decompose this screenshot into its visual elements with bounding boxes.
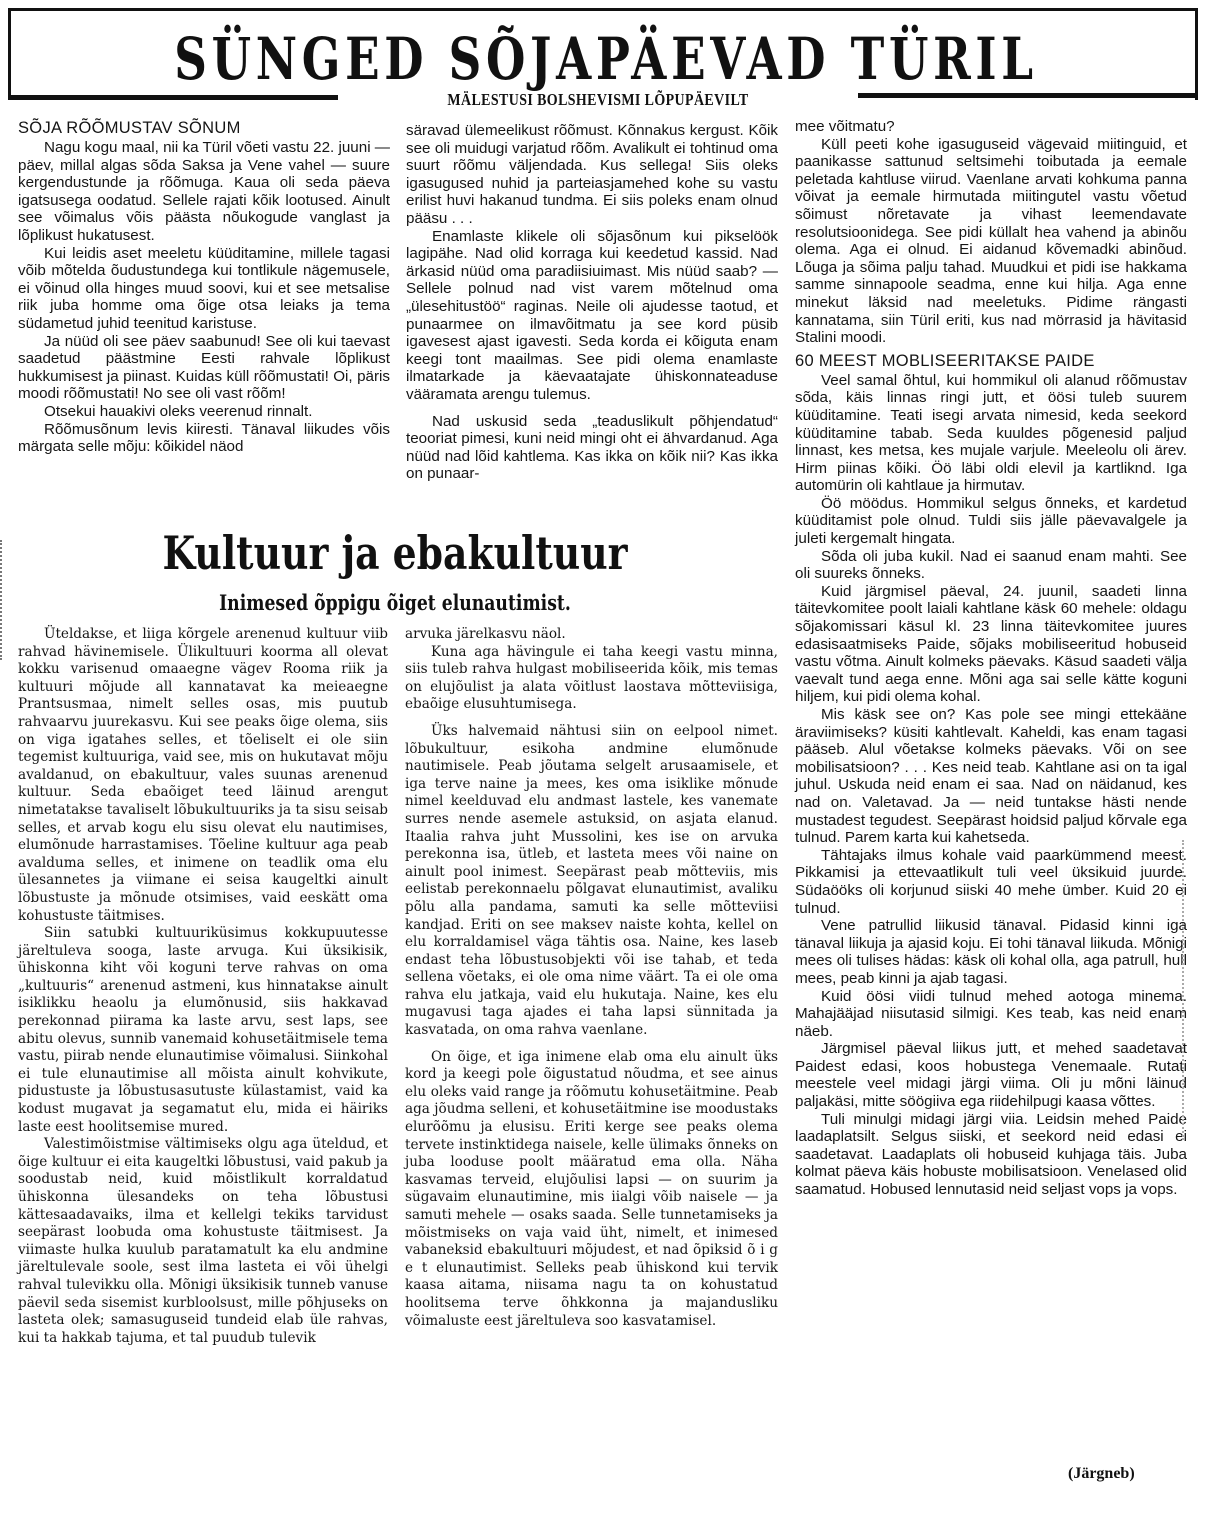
article2-headline: Kultuur ja ebakultuur [162,526,628,580]
masthead-frame [8,8,1198,100]
paragraph: Järgmisel päeval liikus jutt, et mehed saadetavat Paidest edasi, koos hobustega Venemaale. Rutati meestele veel midagi järgi viima. Oli ju mõni läinud paljakäsi, mitte söögiiva ega riidehilpugi kaasa võttes. [795,1040,1187,1111]
paragraph: Kuna aga hävingule ei taha keegi vastu minna, siis tuleb rahva hulgast mobiliseerida kõik, mis temas on elujõulist ja alata võitlust laostava mõtteviisiga, ebaõige elusuhtumisega. [405,643,778,713]
paragraph: Sõda oli juba kukil. Nad ei saanud enam mahti. See oli suureks õnneks. [795,547,1187,583]
paragraph: Siin satubki kultuuriküsimus kokkupuutesse järeltuleva sooga, laste arvuga. Kui üksikisik, ühiskonna kiht või koguni terve rahvas on oma „kultuuris“ arenenud astmeni, kus hinnatakse ainult isiklikku heaolu ja elumõnusid, siis hakkavad perekonnad piirama ka laste arvu, sest laps, see abitu olevus, sunnib vanemaid kohusetäitmisele tema vastu, piirab nende elunautimise võimalusi. Siinkohal ei tule elunautimise all mõista ainult kohvikute, pidustuste ja lõbustusasutuste külastamist, vaid ka kodust mugavat ja segamatut elu, mida ei häiriks laste eest hoolitsemise mured. [18,925,388,1135]
paragraph: Enamlaste klikele oli sõjasõnum kui pikselöök lagipähe. Nad olid korraga kui keedetud kassid. Nad ärkasid nüüd oma paradiisiuimast. Mis nüüd saab? — Sellele polnud nad vist varem mõtelnud oma „ülesehitustöö“ raginas. Neile oli ajudesse taotud, et punaarmee on ilmavõitmatu ja see kord püsib igavesest ajast igavesti. Seda korda ei kõiguta enam keegi tont maailmas. See pidi olema enamlaste ilmatarkade ja käevaatajate ühiskonnateaduse vääramata arengu tulemus. [406,227,778,403]
paragraph: Nagu kogu maal, nii ka Türil võeti vastu 22. juuni — päev, millal algas sõda Saksa ja Vene vahel — suure kergendustunde ja rõõmuga. Kaua oli seda päeva igatsusega oodatud. Sellele rajati kõik lootused. Ainult see võimalus võis päästa nõukogude vanglast ja lõplikust hukatusest. [18,139,390,244]
article2-subheadline: Inimesed õppigu õiget elunautimist. [219,590,571,615]
masthead-title: SÜNGED SÕJAPÄEVAD TÜRIL [174,25,1038,93]
paragraph: Küll peeti kohe igasuguseid vägevaid miitinguid, et paanikasse sattunud seltsimehi toibutada ja eemale peletada kahtluse viirud. Vaenlane arvati kohkuma panna võivat ja eemale hirmutada miitingutel vastu võetud sõimust nõretavate ja vihast leemendavate resolutsioonidega. See pidi küllalt hea vahend ja abinõu olema. Aga ei olnud. Ei aidanud kõvemadki abinõud. Lõuga ja sõima palju tahad. Muudkui et pidi ise hakkama samme sinnapoole seadma, enne kui hilja. Aga enne minekut läksid nad meeletuks. Pidime rängasti kannatama, siin Türil eriti, kus nad mörrasid ja hävitasid Stalini moodi. [795,135,1187,347]
paragraph: Üteldakse, et liiga kõrgele arenenud kultuur viib rahvad hävinemisele. Ülikultuuri koorma all olevat kokku varisenud omaaegne vägev Rooma riik ja kultuuri mõjude all kannatavat ka meieaegne Prantsusmaa, nimelt selles osas, mis puutub rahvaarvu juurekasvu. Kui see peaks õige olema, siis on viga igatahes selles, et tõeliselt ei ole siin tegemist kultuuriga, vaid see, mis on hukutavat mõju avaldanud, on ebakultuur, vales suunas arenenud kultuur. Seda ebaõiget teed läinud arengut nimetatakse tavaliselt lõbukultuuriks ja ta sisu seisab selles, et arvab kogu elu sisu olevat elu nautimises, elumõnude harrastamises. Tõeline kultuur aga peab avalduma selles, et inimene on teadlik oma elu ülesannetes ja viimane ei seisa kaugeltki ainult lõbustuste ja mõnude otsimises, vaid eeskätt oma kohustuste täitmises. [18,626,388,924]
paragraph: Üks halvemaid nähtusi siin on eelpool nimet. lõbukultuur, esikoha andmine elumõnude nautimisele. Peab jõutama selgelt arusaamisele, et iga terve naine ja mees, kes oma isiklike mõnude nimel keelduvad elu andmast lastele, kes vanemate surres nende asemele astuksid, on asjata elanud. Itaalia rahva juht Mussolini, kes ise on arvuka perekonna isa, ütleb, et lasteta mees või naine on ainult pool inimest. Seepärast peab mõtteviis, mis eelistab perekonnaelu põlgavat elunautimist, avaliku põlu alla pandama, samuti ka selle mõtteviisi kandjad. Eriti on see maksev naiste kohta, kellel on elu korraldamisel väga tähtis osa. Naine, kes laseb endast teha lõbustusobjekti või ise tahab, et teda sellena võetaks, ei ole oma nime väärt. Ta ei ole oma rahva elu jatkaja, vaid elu hukutaja. Naine, kes elu mugavusi taga ajades ei taha lapsi sünnitada ja kasvatada, on oma rahva vaenlane. [405,722,778,1039]
section-heading: SÕJA RÕÕMUSTAV SÕNUM [18,119,241,137]
continuation-note: (Järgneb) [1068,1465,1135,1482]
paragraph: Rõõmusõnum levis kiiresti. Tänaval liikudes võis märgata selle mõju: kõikidel näod [18,420,390,456]
paragraph: Öö möödus. Hommikul selgus õnneks, et kardetud küüditamist pole olnud. Tuldi siis jälle päevavalgele ja juleti kergemalt hingata. [795,494,1187,548]
paragraph: Ja nüüd oli see päev saabunud! See oli kui taevast saadetud päästmine Eesti rahvale lõplikust hukkumisest ja piinast. Kuidas küll rõõmustati! Oi, päris moodi rõõmustati! No see oli vast rõõm! [18,332,390,403]
paragraph: säravad ülemeelikust rõõmust. Kõnnakus kergust. Kõik see oli muidugi varjatud rõõm. Avalikult ei tohtinud oma suurt rõõmu väljendada. Kus sellega! Siis oleks igasugused nuhid ja parteiasjamehed kohe su vastu erilist huvi hakanud tundma. Ei siis poleks enam olnud pääsu . . . [406,122,778,227]
section-heading: 60 MEEST MOBLISEERITAKSE PAIDE [795,351,1095,370]
scan-edge-marks [0,540,5,660]
paragraph: Nad uskusid seda „teaduslikult põhjendatud“ teooriat pimesi, kuni neid mingi oht ei ähvardanud. Aga nüüd nad lõid kahtlema. Kas ikka on kõik nii? Kas ikka on punaar- [406,412,778,483]
masthead-subtitle: MÄLESTUSI BOLSHEVISMI LÕPUPÄEVILT [447,90,749,109]
paragraph: Tähtajaks ilmus kohale vaid paarkümmend meest. Pikkamisi ja ettevaatlikult tuli veel üksikuid juurde. Südaööks oli korjunud siiski 40 mehe ümber. Kuid 20 ei tulnud. [795,846,1187,917]
article1-column-2 [406,122,778,483]
paragraph: Veel samal õhtul, kui hommikul oli alanud rõõmustav sõda, käis linnas ringi jutt, et öösi tuleb suurem küüditamine. Teati isegi arvata nimesid, keda seekord küüditamine tabab. Seda kuuldes põgenesid paljud linnast, kes metsa, kes mujale varjule. Meeleolu oli ärev. Hirm piinas kõiki. Öö läbi oldi elevil ja kartliknd. Iga automürin oli kahtlaue ja hirmutav. [795,371,1187,495]
paragraph: mee võitmatu? [795,118,895,135]
article2-column-1 [18,626,388,1347]
scan-edge-marks [1182,840,1186,1140]
paragraph: Kuid järgmisel päeval, 24. juunil, saadeti linna täitevkomitee poolt laiali kahtlane käsk 60 mehele: oldagu sõjakomissari käsul kl. 23 linna täitevkomitee juures edasisaatmiseks Paide, sõjaks mobiliseeritud hobuseid vastu võtma. Ainult kolmeks päevaks. Käsud saadeti välja vaevalt tund aega enne. Mõni aga sai selle kätte koguni hiljem, kui pidi olema kohal. [795,582,1187,706]
paragraph: Kuid öösi viidi tulnud mehed aotoga minema. Mahajääjad niisutasid silmigi. Kes teab, kas neid enam näeb. [795,987,1187,1040]
article1-column-1 [18,118,390,456]
paragraph: arvuka järelkasvu näol. [405,626,566,642]
paragraph: Kui leidis aset meeletu küüditamine, millele tagasi võib mõtelda õudustundega kui tontlikule nägemusele, ei võinud olla hinges muud soovi, kui et see metsalise riik juba homme oma õige otsa leiaks ja tema südametud juhid teenitud karistuse. [18,244,390,332]
paragraph: On õige, et iga inimene elab oma elu ainult üks kord ja keegi pole õigustatud nõudma, et see ainus elu oleks vaid range ja rõõmutu kohusetäitmine. Peab aga jõudma selleni, et kohusetäitmine ise moodustaks elurõõmu ja elusisu. Eriti kerge see peaks olema tervete instinktidega naisele, kelle ülimaks õnneks on juba looduse poolt määratud ema olla. Näha kasvamas terveid, elujõulisi lapsi — on suurim ja sügavaim elunautimine, mis iialgi võib naisele — ja samuti mehele — osaks saada. Selle tunnetamiseks ja mõistmiseks on vaja vaid üht, nimelt, et inimesed vabaneksid ebakultuuri mõjudest, et nad õpiksid õ i g e t elunautimist. Selleks peab ühiskond kui tervik kaasa aitama, niisama nagu ta on kohustatud hoolitsema terve õhkkonna ja majandusliku võimaluste eest järeltuleva soo kasvatamisel. [405,1048,778,1329]
paragraph: Otsekui hauakivi oleks veerenud rinnalt. [44,402,313,420]
paragraph: Valestimõistmise vältimiseks olgu aga üteldud, et õige kultuur ei eita kaugeltki lõbustusi, vaid pakub ja soodustab neid, kuid mõistlikult korraldatud ühiskonna ülesandeks on teha lõbustusi kättesaadavaiks, ilma et kellelgi tekiks tarvidust seepärast loobuda oma kohustuste täitmisest. Ja viimaste hulka kuulub paratamatult ka elu andmine järeltulevale soole, sest ilma lasteta ei või ühelgi rahval tulevikku olla. Mõnigi üksikisik tunneb vanuse päevil seda sisemist kurbloolsust, mille põhjuseks on lasteta olek; samasuguseid tundeid elab üle rahvas, kui ta hakkab tajuma, et tal puudub tulevik [18,1136,388,1346]
masthead-rule-left [8,95,338,100]
article2-column-2 [405,626,778,1330]
paragraph: Mis käsk see on? Kas pole see mingi ettekääne äraviimiseks? küsiti kahtlevalt. Kaheldi, kas enam tagasi pääseb. Alul võetakse kolmeks päevaks. Või on see mobilisatsioon? . . . Kes neid teab. Kahtlane asi on ta igal juhul. Uskuda neid enam ei saa. Nad on näidanud, kes nad on. Valetavad. Ja — neid tuntakse hästi nende mustadest tegudest. Seepärast hoidsid paljud kõrvale ega tulnud. Parem karta kui kahetseda. [795,706,1187,847]
masthead-rule-right [858,93,1198,98]
paragraph: Tuli minulgi midagi järgi viia. Leidsin mehed Paide laadaplatsilt. Selgus siiski, et seekord neid edasi ei saadetavat. Laadaplats oli hobuseid kuhjaga täis. Juba kolmat päeva käis hobuste mobilisatsioon. Venelased olid saamatud. Hobused lennutasid neid seljast vops ja vops. [795,1110,1187,1199]
article1-column-3 [795,118,1187,1199]
paragraph: Vene patrullid liikusid tänaval. Pidasid kinni iga tänaval liikuja ja ajasid koju. Ei tohi tänaval liikuda. Mõnigi mees oli tulises hädas: käsk oli kohal olla, aga patrull, hull mees, peab kinni ja ajab tagasi. [795,917,1187,987]
